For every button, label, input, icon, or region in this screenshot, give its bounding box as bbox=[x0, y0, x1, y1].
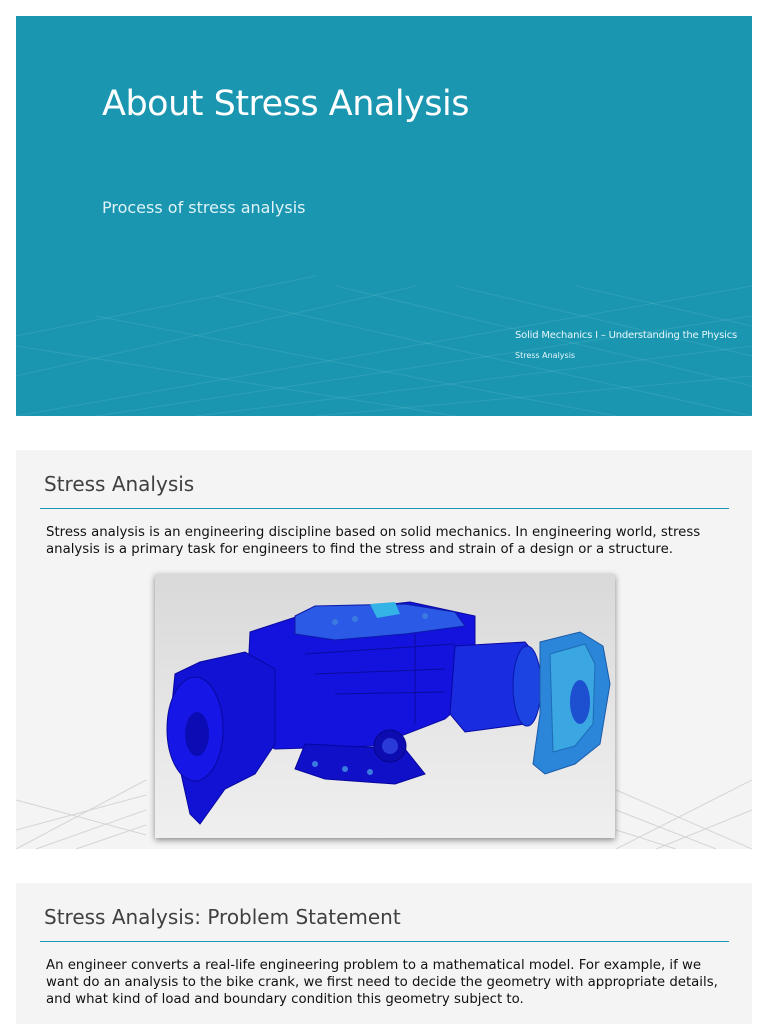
slide-subtitle: Process of stress analysis bbox=[102, 198, 306, 217]
stress-contour-model bbox=[155, 574, 615, 838]
slide-title: Stress Analysis bbox=[44, 472, 195, 496]
course-name: Solid Mechanics I – Understanding the Physics bbox=[515, 330, 738, 341]
stress-analysis-slide bbox=[16, 450, 752, 849]
slide-title: Stress Analysis: Problem Statement bbox=[44, 905, 401, 929]
title-slide bbox=[16, 16, 752, 416]
fea-stress-render-image bbox=[155, 574, 615, 838]
slide-body-text: Stress analysis is an engineering discipline based on solid mechanics. In engineering world, stress analysis is a primary task for engineers to find the stress and strain of a design or a structure. bbox=[46, 525, 701, 557]
problem-statement-slide bbox=[16, 883, 752, 1024]
topic-name: Stress Analysis bbox=[515, 351, 576, 360]
title-divider bbox=[40, 508, 729, 509]
slide-title: About Stress Analysis bbox=[102, 84, 469, 124]
slide-body-text: An engineer converts a real-life engineering problem to a mathematical model. For example, if we want do an analysis to the bike crank, we first need to decide the geometry with appropriate details, and what kind of load and boundary condition this geometry subject to. bbox=[46, 958, 718, 1007]
title-divider bbox=[40, 941, 729, 942]
